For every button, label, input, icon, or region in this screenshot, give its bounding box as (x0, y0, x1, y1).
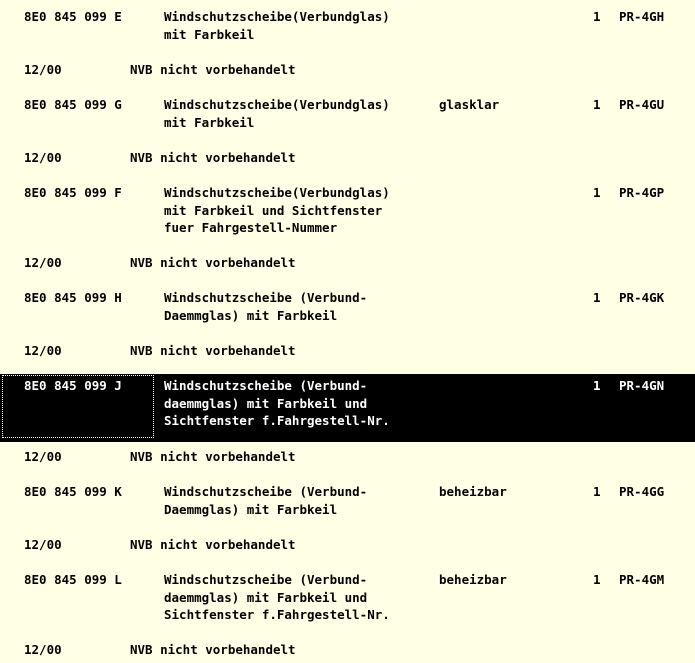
part-row[interactable] (0, 184, 695, 246)
part-pr-code: PR-4GN (619, 378, 665, 393)
note-row[interactable] (0, 342, 695, 360)
part-remark: beheizbar (439, 484, 507, 499)
note-row[interactable] (0, 536, 695, 554)
part-pr-code: PR-4GU (619, 97, 665, 112)
part-quantity: 1 (593, 484, 601, 499)
part-description: Windschutzscheibe(Verbundglas) mit Farbkeil und Sichtfenster fuer Fahrgestell-Nummer (164, 185, 390, 236)
part-quantity: 1 (593, 378, 601, 393)
note-date: 12/00 (24, 150, 62, 165)
part-quantity: 1 (593, 290, 601, 305)
note-row[interactable] (0, 61, 695, 79)
part-number: 8E0 845 099 L (24, 572, 122, 587)
part-number: 8E0 845 099 H (24, 290, 122, 305)
part-number: 8E0 845 099 K (24, 484, 122, 499)
part-quantity: 1 (593, 97, 601, 112)
note-text: NVB nicht vorbehandelt (130, 642, 296, 657)
part-row[interactable] (0, 483, 695, 527)
note-text: NVB nicht vorbehandelt (130, 537, 296, 552)
note-date: 12/00 (24, 255, 62, 270)
part-quantity: 1 (593, 185, 601, 200)
note-text: NVB nicht vorbehandelt (130, 150, 296, 165)
part-pr-code: PR-4GH (619, 9, 665, 24)
note-date: 12/00 (24, 537, 62, 552)
part-number: 8E0 845 099 F (24, 185, 122, 200)
note-text: NVB nicht vorbehandelt (130, 343, 296, 358)
part-description: Windschutzscheibe(Verbundglas) mit Farbkeil (164, 97, 390, 130)
focus-indicator (2, 375, 154, 438)
note-row[interactable] (0, 254, 695, 272)
note-text: NVB nicht vorbehandelt (130, 255, 296, 270)
note-row[interactable] (0, 641, 695, 659)
part-row[interactable] (0, 289, 695, 333)
part-description: Windschutzscheibe (Verbund- daemmglas) mit Farbkeil und Sichtfenster f.Fahrgestell-Nr. (164, 572, 390, 623)
note-date: 12/00 (24, 343, 62, 358)
part-row[interactable] (0, 571, 695, 633)
part-pr-code: PR-4GM (619, 572, 665, 587)
note-text: NVB nicht vorbehandelt (130, 449, 296, 464)
note-row[interactable] (0, 149, 695, 167)
part-description: Windschutzscheibe (Verbund- Daemmglas) mit Farbkeil (164, 484, 368, 517)
part-description: Windschutzscheibe(Verbundglas) mit Farbkeil (164, 9, 390, 42)
part-row[interactable] (0, 8, 695, 52)
note-date: 12/00 (24, 642, 62, 657)
part-pr-code: PR-4GP (619, 185, 665, 200)
part-remark: glasklar (439, 97, 500, 112)
part-number: 8E0 845 099 J (24, 378, 122, 393)
part-pr-code: PR-4GG (619, 484, 665, 499)
part-pr-code: PR-4GK (619, 290, 665, 305)
part-number: 8E0 845 099 G (24, 97, 122, 112)
note-row[interactable] (0, 448, 695, 466)
note-date: 12/00 (24, 62, 62, 77)
part-row[interactable] (0, 96, 695, 140)
part-description: Windschutzscheibe (Verbund- Daemmglas) mit Farbkeil (164, 290, 368, 323)
part-description: Windschutzscheibe (Verbund- daemmglas) mit Farbkeil und Sichtfenster f.Fahrgestell-Nr. (164, 378, 390, 429)
part-row[interactable] (0, 374, 695, 442)
part-number: 8E0 845 099 E (24, 9, 122, 24)
note-text: NVB nicht vorbehandelt (130, 62, 296, 77)
part-quantity: 1 (593, 9, 601, 24)
part-quantity: 1 (593, 572, 601, 587)
note-date: 12/00 (24, 449, 62, 464)
part-remark: beheizbar (439, 572, 507, 587)
